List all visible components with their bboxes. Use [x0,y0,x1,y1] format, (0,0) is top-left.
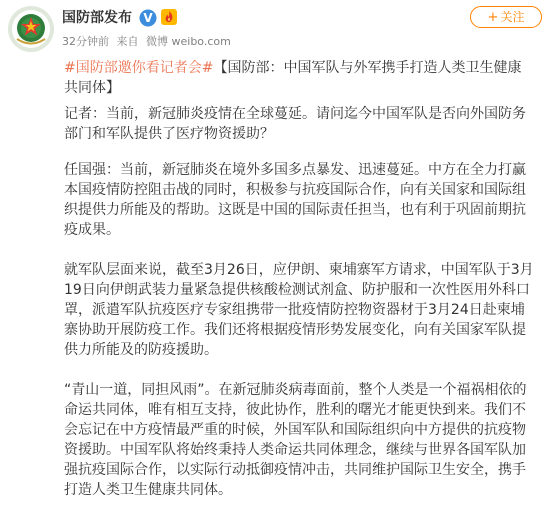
post-time[interactable]: 32分钟前 [62,35,109,48]
post-title: 【国防部：中国军队与外军携手打造人类卫生健康共同体】 [64,60,522,96]
answer-paragraph-1: 任国强：当前，新冠肺炎在境外多国多点暴发、迅速蔓延。中方在全力打赢本国疫情防控阻击战的同时，积极参与抗疫国际合作，向有关国家和国际组织提供力所能及的帮助。这既是中国的国际责任担当，也有利于巩固前期抗疫成果。 [64,162,526,238]
post-headline [64,58,534,98]
follow-label: 关注 [500,10,525,24]
avatar[interactable] [8,6,54,52]
army-emblem-icon [8,6,54,52]
username[interactable]: 国防部发布 [62,10,132,26]
answer-paragraph-2: 就军队层面来说，截至3月26日，应伊朗、柬埔寨军方请求，中国军队于3月19日向伊朗武装力量紧急提供核酸检测试剂盒、防护服和一次性医用外科口罩，派遣军队抗疫医疗专家组携带一批疫情防控物资器材于3月24日赴柬埔寨协助开展防疫工作。我们还将根据疫情形势发展变化，向有关国家军队提供力所能及的防疫援助。 [64,262,534,358]
verified-v-icon [139,9,157,27]
post-meta [62,34,235,50]
follow-button[interactable] [470,6,542,28]
fire-badge-icon [160,8,178,26]
plus-icon: + [487,10,499,25]
topic-link[interactable]: #国防部邀你看记者会# [64,60,214,76]
question-paragraph: 记者：当前，新冠肺炎疫情在全球蔓延。请问迄今中国军队是否向外国防务部门和军队提供了医疗物资援助？ [64,106,526,142]
post-content [64,58,534,520]
post-source[interactable]: 微博 weibo.com [146,35,231,48]
source-prefix: 来自 [116,35,139,48]
svg-text:V: V [143,11,153,26]
answer-paragraph-3: “青山一道，同担风雨”。在新冠肺炎病毒面前，整个人类是一个福祸相依的命运共同体，唯有相互支持，彼此协作，胜利的曙光才能更快到来。我们不会忘记在中方疫情最严重的时候，外国军队和国际组织向中方提供的抗疫物资援助。中国军队将始终秉持人类命运共同体理念，继续与世界各国军队加强抗疫国际合作，以实际行动抵御疫情冲击，共同维护国际卫生安全，携手打造人类卫生健康共同体。 [64,382,527,498]
